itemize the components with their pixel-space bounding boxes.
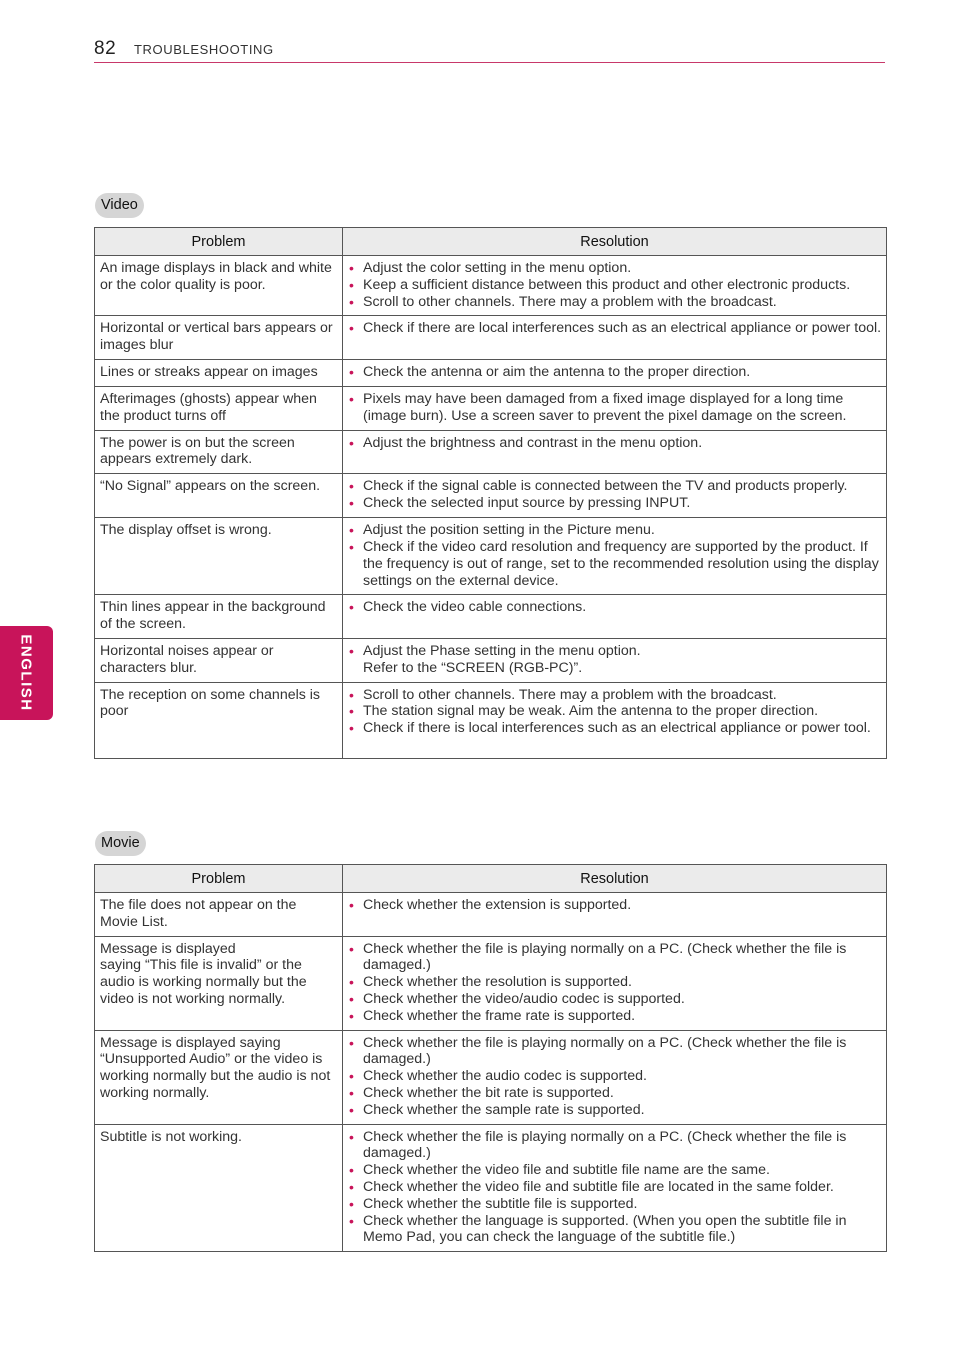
movie-section-title: Movie [95, 831, 146, 856]
resolution-item: • Adjust the position setting in the Picture menu. [347, 522, 882, 539]
resolution-item: • Check if there is local interferences such as an electrical appliance or power tool. [347, 720, 882, 737]
column-header-resolution: Resolution [343, 865, 887, 893]
table-row [95, 430, 887, 474]
problem-cell: Horizontal noises appear or characters blur. [95, 638, 343, 682]
resolution-item: • Check whether the language is supported. (When you open the subtitle file in Memo Pad, you can check the language of the subtitle file.) [347, 1213, 882, 1247]
resolution-item: • Check whether the bit rate is supported. [347, 1085, 882, 1102]
problem-cell: The file does not appear on the Movie List. [95, 893, 343, 937]
problem-cell: Thin lines appear in the background of the screen. [95, 595, 343, 639]
resolution-cell [343, 936, 887, 1030]
resolution-cell [343, 430, 887, 474]
table-row [95, 936, 887, 1030]
resolution-item: • Check whether the subtitle file is supported. [347, 1196, 882, 1213]
problem-cell: Horizontal or vertical bars appears or images blur [95, 316, 343, 360]
problem-line: Message is displayed [100, 940, 236, 957]
resolution-item: • The station signal may be weak. Aim the antenna to the proper direction. [347, 703, 882, 720]
resolution-cell [343, 893, 887, 937]
resolution-item: • Check whether the file is playing normally on a PC. (Check whether the file is damaged.) [347, 1035, 882, 1069]
table-row [95, 316, 887, 360]
language-tab [0, 626, 53, 720]
problem-line: saying “This file is invalid” or the audio is working normally but the video is not working normally. [100, 957, 307, 1007]
resolution-item: • Adjust the color setting in the menu option. [347, 260, 882, 277]
resolution-cell [343, 682, 887, 758]
resolution-item: • Check if the signal cable is connected between the TV and products properly. [347, 478, 882, 495]
resolution-cell [343, 638, 887, 682]
language-tab-label: ENGLISH [17, 634, 35, 712]
table-row [95, 359, 887, 386]
resolution-item: • Check whether the audio codec is supported. [347, 1068, 882, 1085]
table-row [95, 638, 887, 682]
resolution-item: • Check whether the resolution is supported. [347, 974, 882, 991]
resolution-item: • Check the antenna or aim the antenna to the proper direction. [347, 364, 882, 381]
problem-cell: Afterimages (ghosts) appear when the product turns off [95, 386, 343, 430]
table-row [95, 893, 887, 937]
table-header-row [95, 865, 887, 893]
resolution-item: • Scroll to other channels. There may a problem with the broadcast. [347, 687, 882, 704]
video-troubleshooting-table [94, 227, 887, 759]
resolution-item: • Check if there are local interferences such as an electrical appliance or power tool. [347, 320, 882, 337]
table-row [95, 518, 887, 595]
column-header-problem: Problem [95, 865, 343, 893]
resolution-cell [343, 595, 887, 639]
resolution-cell [343, 518, 887, 595]
resolution-note: Refer to the “SCREEN (RGB-PC)”. [363, 659, 583, 676]
resolution-cell [343, 316, 887, 360]
column-header-problem: Problem [95, 228, 343, 256]
resolution-cell [343, 359, 887, 386]
problem-cell: Subtitle is not working. [95, 1124, 343, 1252]
table-row [95, 1030, 887, 1124]
problem-cell: The display offset is wrong. [95, 518, 343, 595]
resolution-cell [343, 1124, 887, 1252]
resolution-cell [343, 1030, 887, 1124]
resolution-item: • Pixels may have been damaged from a fixed image displayed for a long time (image burn). Use a screen saver to prevent the pixel damage on the screen. [347, 391, 882, 425]
table-row [95, 1124, 887, 1252]
resolution-item: • Check whether the file is playing normally on a PC. (Check whether the file is damaged.) [347, 1129, 882, 1163]
resolution-item: • Keep a sufficient distance between this product and other electronic products. [347, 277, 882, 294]
resolution-item: • Check the selected input source by pressing INPUT. [347, 495, 882, 512]
table-row [95, 256, 887, 316]
table-row [95, 474, 887, 518]
problem-cell: Message is displayed saying “Unsupported Audio” or the video is working normally but the audio is not working normally. [95, 1030, 343, 1124]
resolution-cell [343, 474, 887, 518]
problem-cell: The power is on but the screen appears extremely dark. [95, 430, 343, 474]
resolution-item: • Check if the video card resolution and frequency are supported by the product. If the frequency is out of range, set to the recommended resolution using the display settings on the external device. [347, 539, 882, 589]
section-title: TROUBLESHOOTING [134, 42, 274, 57]
problem-cell: An image displays in black and white or the color quality is poor. [95, 256, 343, 316]
problem-cell [95, 936, 343, 1030]
column-header-resolution: Resolution [343, 228, 887, 256]
resolution-item: • Check whether the video file and subtitle file name are the same. [347, 1162, 882, 1179]
problem-cell: The reception on some channels is poor [95, 682, 343, 758]
video-section-title: Video [95, 193, 144, 218]
table-header-row [95, 228, 887, 256]
page-header [94, 36, 885, 63]
problem-cell: “No Signal” appears on the screen. [95, 474, 343, 518]
resolution-item: • Scroll to other channels. There may a problem with the broadcast. [347, 294, 882, 311]
resolution-item: • Adjust the brightness and contrast in the menu option. [347, 435, 882, 452]
resolution-item: • Check the video cable connections. [347, 599, 882, 616]
resolution-item: • Check whether the sample rate is supported. [347, 1102, 882, 1119]
resolution-cell [343, 256, 887, 316]
movie-troubleshooting-table [94, 864, 887, 1252]
table-row [95, 386, 887, 430]
resolution-item: • Check whether the extension is supported. [347, 897, 882, 914]
table-row [95, 682, 887, 758]
resolution-item: • Check whether the file is playing normally on a PC. (Check whether the file is damaged.) [347, 941, 882, 975]
page-number: 82 [94, 38, 117, 59]
resolution-item: • Check whether the video file and subtitle file are located in the same folder. [347, 1179, 882, 1196]
resolution-item: • Check whether the video/audio codec is supported. [347, 991, 882, 1008]
resolution-item: • Adjust the Phase setting in the menu option. [347, 643, 882, 660]
resolution-cell [343, 386, 887, 430]
problem-cell: Lines or streaks appear on images [95, 359, 343, 386]
table-row [95, 595, 887, 639]
resolution-item: • Check whether the frame rate is supported. [347, 1008, 882, 1025]
